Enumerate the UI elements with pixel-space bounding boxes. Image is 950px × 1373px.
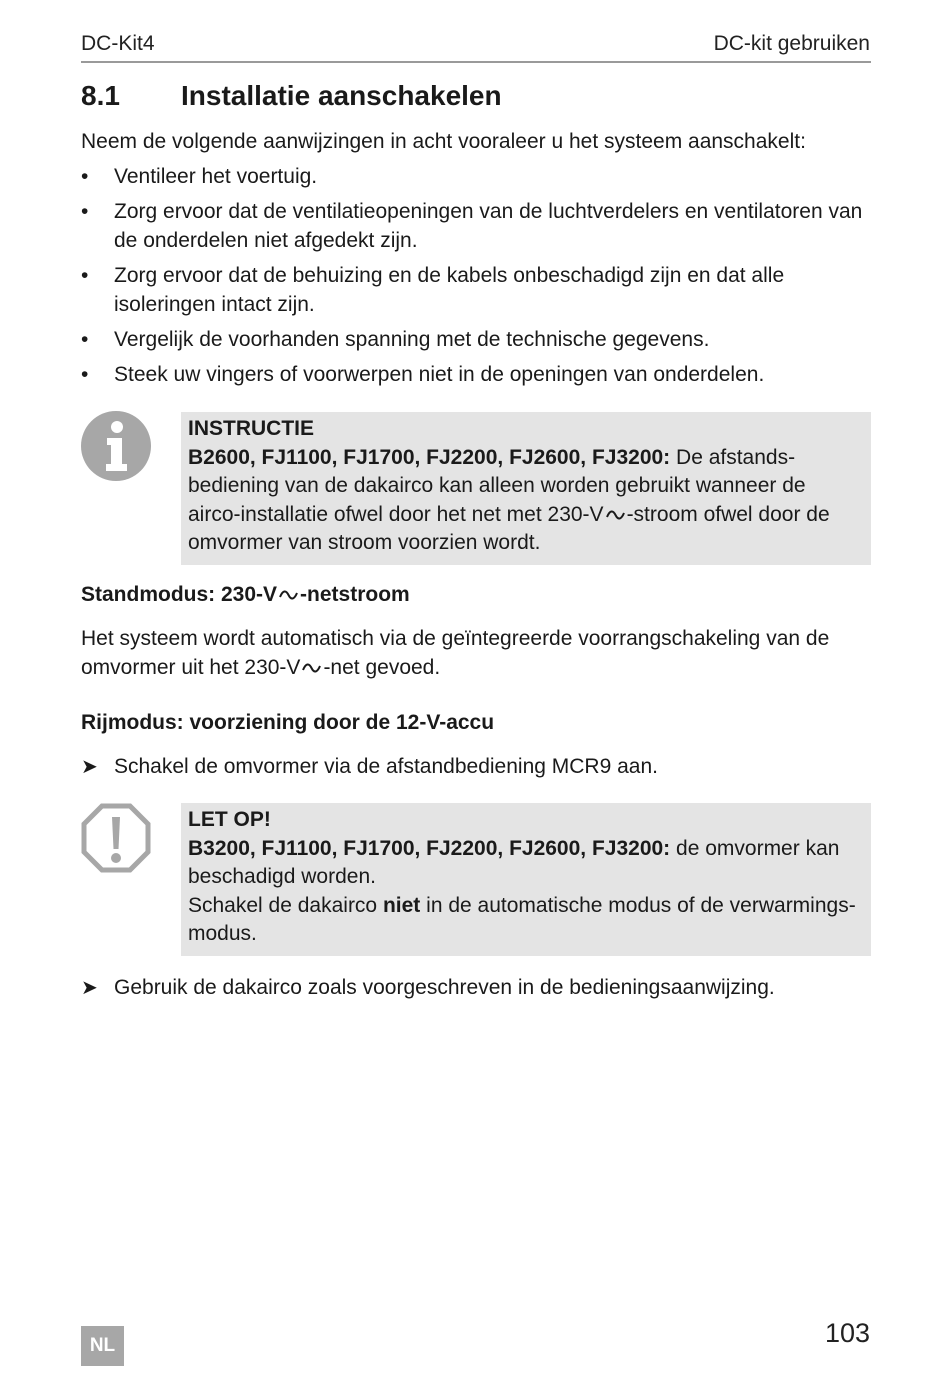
warning-box	[181, 803, 871, 956]
section-number: 8.1	[81, 80, 120, 111]
ac-tilde-icon	[302, 662, 321, 674]
bullet-icon: •	[81, 264, 89, 287]
running-header-right: DC-kit gebruiken	[713, 32, 870, 55]
language-badge: NL	[81, 1326, 124, 1366]
warning-text: de omvormer kan beschadigd worden.	[188, 836, 840, 888]
page-number: 103	[824, 1318, 870, 1348]
instruction-models: B2600, FJ1100, FJ1700, FJ2200, FJ2600, FJ3200:	[188, 445, 671, 469]
list-item: • Zorg ervoor dat de behuizing en de kabels onbeschadigd zijn en dat alle isoleringen intact zijn.	[81, 264, 785, 316]
arrow-right-icon: ➤	[81, 756, 98, 778]
header-rule	[81, 61, 871, 63]
section-title: Installatie aanschakelen	[181, 80, 502, 111]
instruction-box	[181, 412, 871, 565]
bullet-icon: •	[81, 363, 89, 386]
list-item: • Vergelijk de voorhanden spanning met de technische gegevens.	[81, 326, 871, 355]
instruction-step: ➤ Schakel de omvormer via de afstandbediening MCR9 aan.	[81, 753, 871, 782]
standmodus-paragraph: Het systeem wordt automatisch via de geïntegreerde voorrangschakeling van de omvormer uit het 230-V -net gevoed.	[81, 627, 830, 679]
bullet-icon: •	[81, 200, 89, 223]
rijmodus-heading: Rijmodus: voorziening door de 12-V-accu	[81, 711, 495, 734]
instruction-text: De afstands-bediening van de dakairco kan alleen worden gebruikt wanneer de airco-installatie ofwel door het net met 230-V	[188, 445, 806, 526]
warning-icon	[81, 803, 151, 873]
bullet-icon: •	[81, 328, 89, 351]
list-item: • Steek uw vingers of voorwerpen niet in de openingen van onderdelen.	[81, 361, 871, 390]
warning-text-3: in de automatische modus of de verwarmings-modus.	[188, 893, 856, 945]
warning-emphasis: niet	[382, 893, 421, 917]
bullet-icon: •	[81, 165, 89, 188]
warning-label: LET OP!	[188, 808, 271, 831]
running-header-left: DC-Kit4	[81, 32, 155, 55]
standmodus-heading: Standmodus: 230-V -netstroom	[81, 583, 410, 606]
ac-tilde-icon	[606, 509, 625, 521]
instruction-step: ➤ Gebruik de dakairco zoals voorgeschreven in de bedieningsaanwijzing.	[81, 974, 871, 1003]
info-icon	[81, 411, 151, 481]
list-item: • Zorg ervoor dat de ventilatieopeningen van de luchtverdelers en ventilatoren van de onderdelen niet afgedekt zijn.	[81, 200, 863, 252]
warning-models: B3200, FJ1100, FJ1700, FJ2200, FJ2600, FJ3200:	[188, 836, 671, 860]
arrow-right-icon: ➤	[81, 977, 98, 999]
instruction-label: INSTRUCTIE	[188, 417, 314, 440]
instruction-text-cont: -stroom ofwel door de omvormer van stroom voorzien wordt.	[188, 502, 830, 554]
warning-text-2: Schakel de dakairco	[188, 893, 378, 917]
list-item: • Ventileer het voertuig.	[81, 163, 871, 192]
ac-tilde-icon	[279, 589, 298, 601]
intro-paragraph: Neem de volgende aanwijzingen in acht vooraleer u het systeem aanschakelt:	[81, 130, 806, 153]
